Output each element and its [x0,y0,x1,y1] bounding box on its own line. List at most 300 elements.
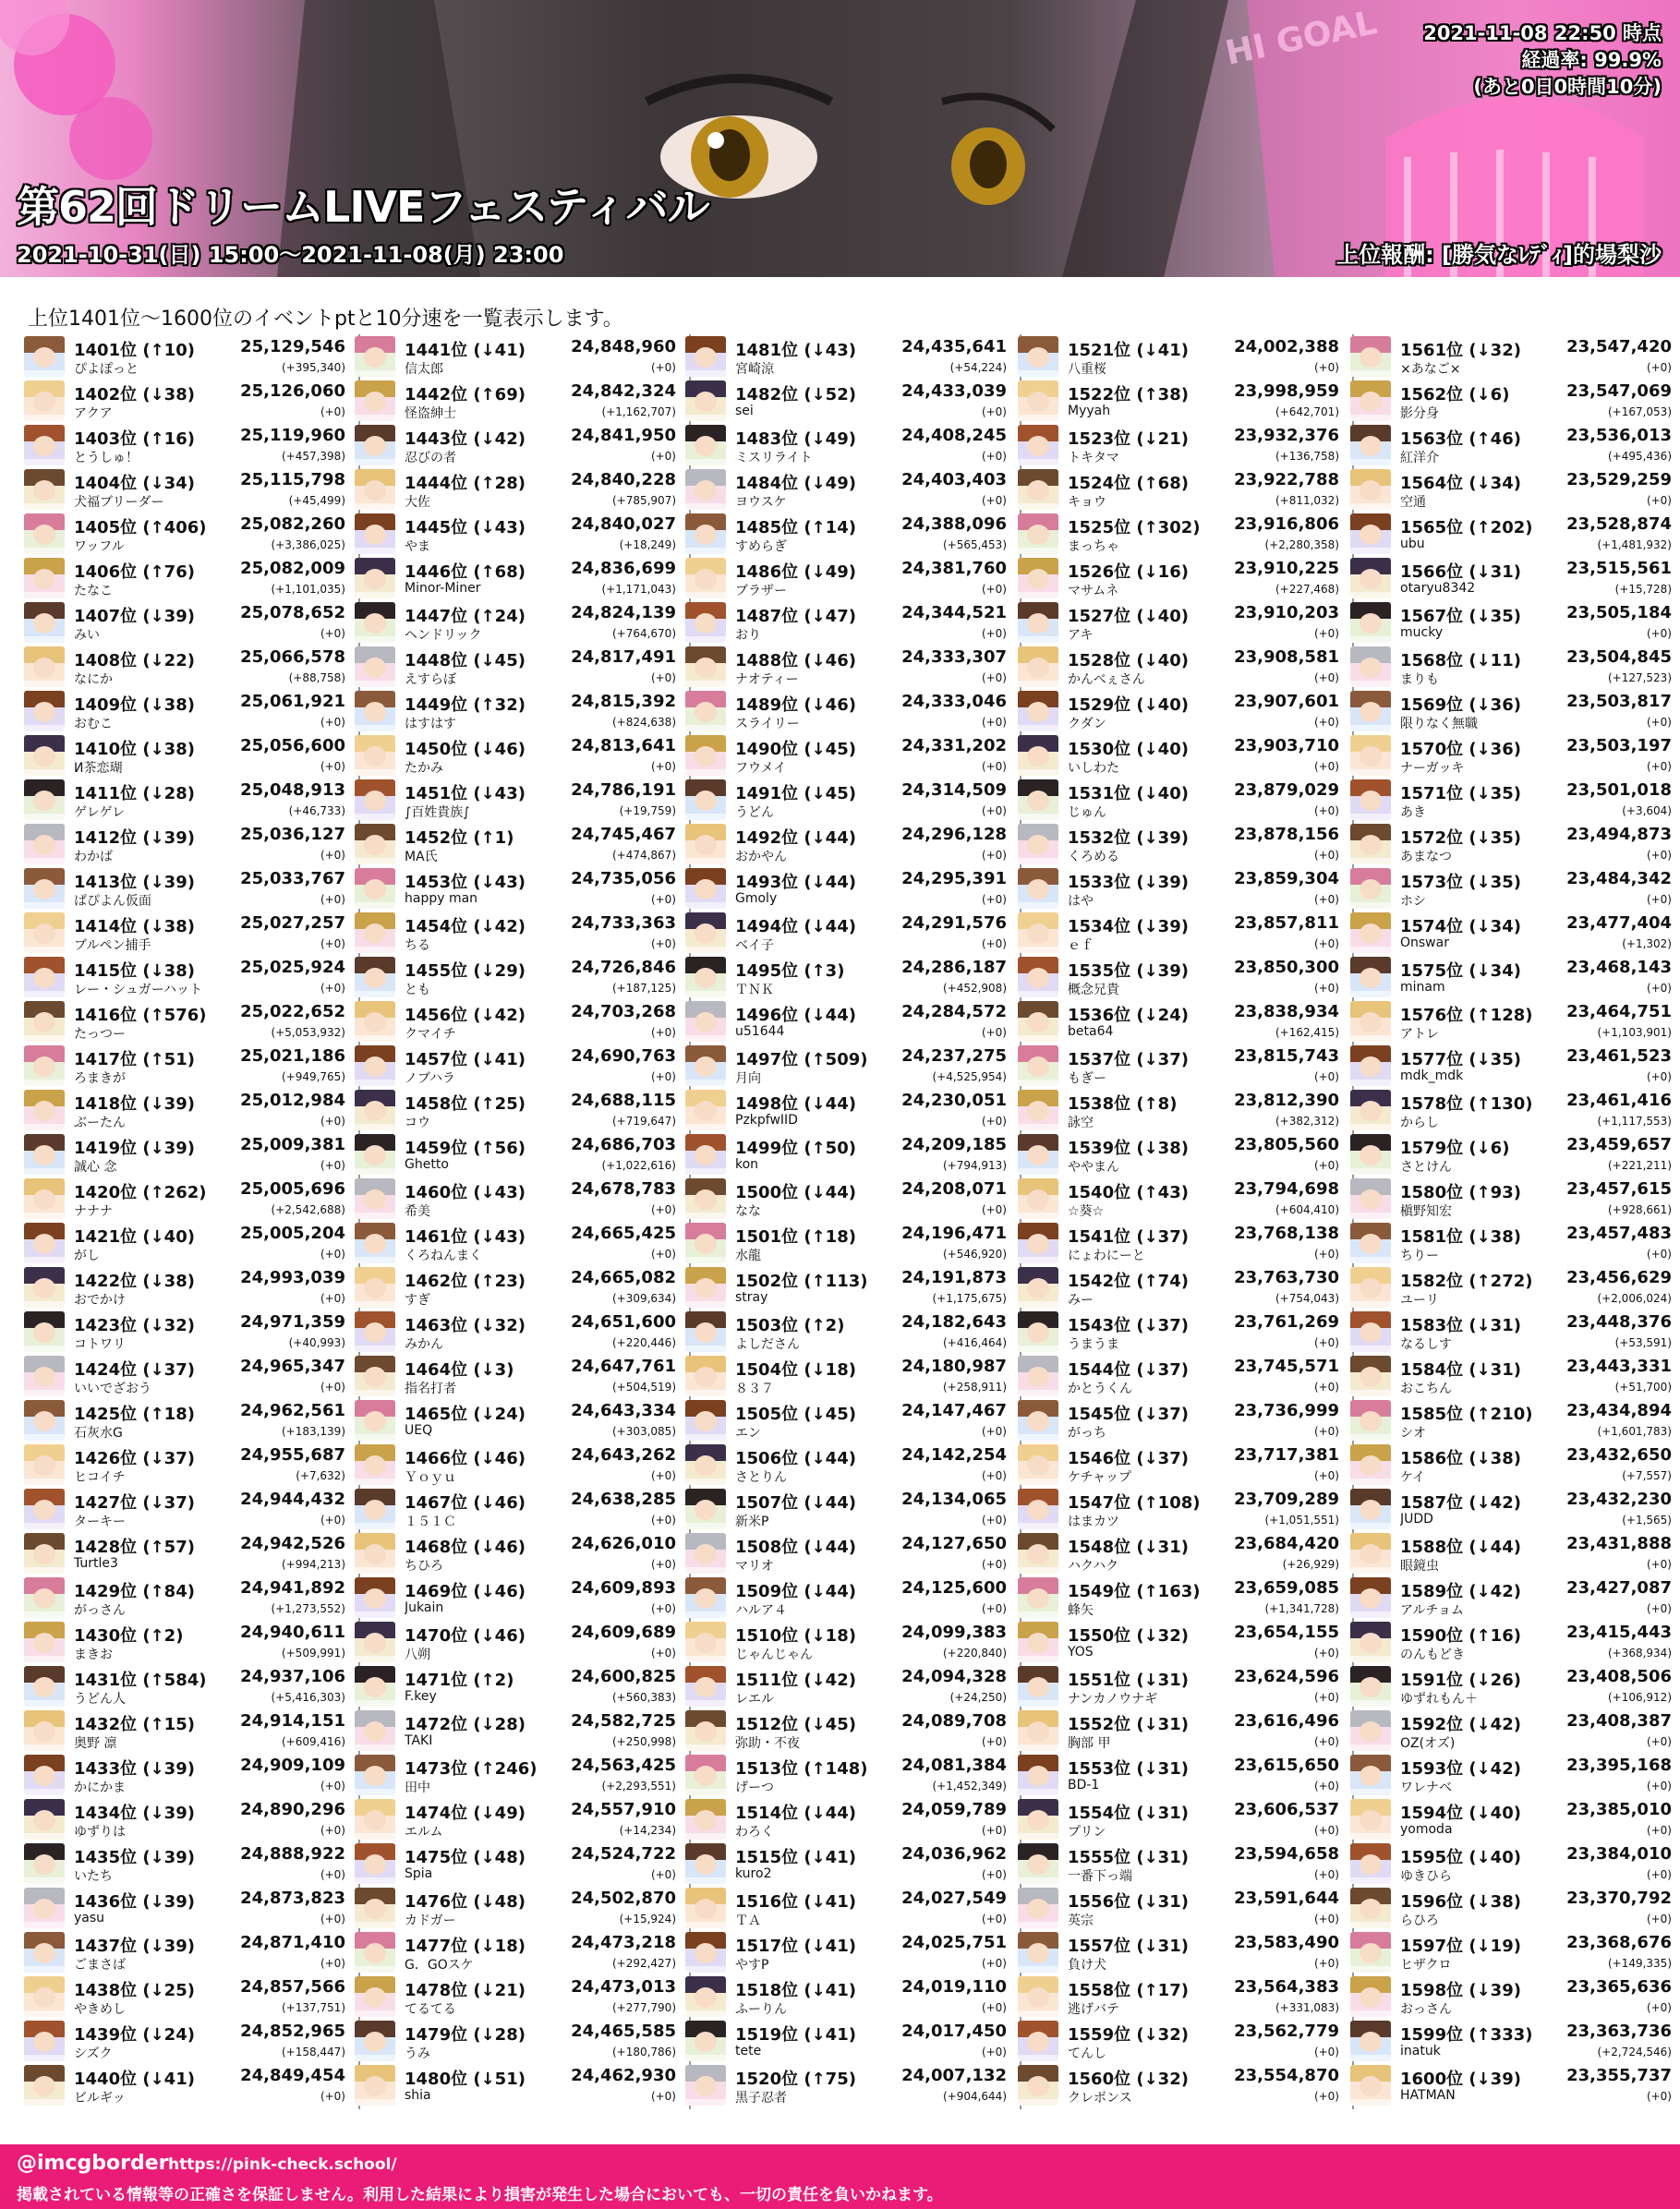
idol-avatar [1350,912,1391,953]
idol-avatar [685,1311,726,1352]
ten-minute-speed: (+0) [650,760,676,773]
producer-name: 希美 [405,1204,430,1219]
ten-minute-speed: (+0) [1313,1735,1339,1748]
ten-minute-speed: (+1,022,616) [601,1159,676,1172]
ten-minute-speed: (+2,293,551) [601,1780,676,1793]
rank-change: 1441位 (↓41) [405,341,526,360]
ten-minute-speed: (+220,446) [611,1336,676,1349]
ten-minute-speed: (+303,085) [611,1425,676,1438]
idol-avatar [1350,735,1391,776]
rank-change: 1414位 (↓38) [74,917,195,936]
ten-minute-speed: (+0) [1313,893,1339,906]
event-points: 23,932,376 [1234,426,1339,445]
idol-avatar [355,646,395,687]
idol-avatar [355,1356,395,1396]
producer-name: おり [735,628,761,643]
idol-avatar [1350,957,1391,997]
producer-name: ビルギッ [74,2091,126,2106]
idol-avatar [24,691,65,731]
ranking-row [683,379,1009,423]
site-link[interactable]: https://pink-check.school/ [168,2155,397,2174]
producer-name: ×あなご× [1400,362,1461,377]
event-points: 24,388,096 [901,514,1007,534]
event-points: 24,036,962 [901,1844,1007,1864]
ranking-row [1016,1575,1341,1620]
rank-change: 1574位 (↓34) [1400,917,1521,936]
ten-minute-speed: (+331,083) [1275,2001,1339,2014]
ten-minute-speed: (+7,632) [296,1469,345,1482]
ten-minute-speed: (+0) [1313,982,1339,995]
event-points: 23,616,496 [1234,1711,1339,1731]
ten-minute-speed: (+7,557) [1622,1469,1672,1482]
event-points: 25,082,009 [240,559,345,578]
ten-minute-speed: (+0) [1646,1248,1672,1261]
ten-minute-speed: (+560,383) [611,1691,676,1704]
rank-change: 1569位 (↓36) [1400,695,1521,715]
ranking-row [1348,1575,1674,1620]
ten-minute-speed: (+0) [1313,1913,1339,1925]
rank-change: 1406位 (↑76) [74,562,195,582]
producer-name: ろまきが [74,1071,126,1086]
event-points: 24,333,046 [901,692,1007,711]
ranking-row [1016,1044,1341,1088]
idol-avatar [355,336,395,377]
idol-avatar [1350,1090,1391,1130]
ranking-row [1016,1886,1341,1930]
ten-minute-speed: (+0) [650,1514,676,1527]
event-points: 24,971,359 [240,1312,345,1332]
ranking-row [22,1531,347,1575]
ten-minute-speed: (+0) [1313,1469,1339,1482]
idol-avatar [355,779,395,820]
ten-minute-speed: (+0) [1313,716,1339,729]
ten-minute-speed: (+3,386,025) [271,538,345,551]
idol-avatar [1350,1976,1391,2017]
twitter-handle[interactable]: @imcgborder [17,2152,169,2175]
producer-name: もぎー [1068,1071,1106,1086]
rank-change: 1531位 (↓40) [1068,784,1189,803]
ten-minute-speed: (+137,751) [281,2001,345,2014]
rank-change: 1543位 (↓37) [1068,1316,1189,1335]
ten-minute-speed: (+0) [981,1868,1007,1881]
producer-name: 奥野 凛 [74,1736,117,1751]
idol-avatar [1350,1622,1391,1662]
ten-minute-speed: (+0) [320,937,345,950]
time-remaining: (あと0日0時間10分) [1473,76,1662,98]
idol-avatar [1018,1799,1058,1840]
ranking-row [1016,955,1341,999]
event-points: 24,147,467 [901,1401,1007,1420]
rank-change: 1552位 (↓31) [1068,1715,1189,1734]
ranking-row [1348,1177,1674,1221]
ten-minute-speed: (+0) [1313,1780,1339,1793]
idol-avatar [685,1799,726,1840]
producer-name: ヨウスケ [735,495,787,510]
idol-avatar [355,1755,395,1795]
idol-avatar [24,1710,65,1751]
ranking-row [683,1088,1009,1132]
ranking-row [1016,1974,1341,2019]
rank-change: 1497位 (↑509) [735,1050,868,1069]
producer-name: 新米P [735,1515,769,1529]
event-points: 24,333,307 [901,647,1007,667]
rank-change: 1424位 (↓37) [74,1360,195,1380]
ranking-row [683,645,1009,689]
event-points: 24,940,611 [240,1623,345,1642]
producer-name: 眼鏡虫 [1400,1559,1439,1574]
ranking-row [683,423,1009,467]
ten-minute-speed: (+0) [981,760,1007,773]
event-points: 23,709,289 [1234,1490,1339,1509]
idol-avatar [355,602,395,643]
rank-change: 1445位 (↓43) [405,518,526,537]
event-points: 24,237,275 [901,1046,1007,1066]
idol-avatar [24,513,65,554]
ranking-row [1348,999,1674,1044]
event-points: 23,457,615 [1566,1179,1672,1199]
rank-change: 1519位 (↓41) [735,2025,856,2045]
producer-name: おっさん [1400,2002,1452,2017]
idol-avatar [355,957,395,997]
rank-change: 1495位 (↑3) [735,961,845,981]
ranking-row [353,1177,678,1221]
producer-name: まきお [74,1648,113,1662]
producer-name: 大佐 [405,495,430,510]
ranking-row [683,955,1009,999]
producer-name: ぱぴよん仮面 [74,894,151,909]
idol-avatar [1018,2065,1058,2106]
event-points: 24,099,383 [901,1623,1007,1642]
producer-name: うまうま [1068,1337,1119,1352]
ten-minute-speed: (+2,724,546) [1597,2046,1672,2058]
ten-minute-speed: (+4,525,954) [932,1070,1007,1083]
rank-change: 1492位 (↓44) [735,828,856,848]
event-points: 23,461,523 [1566,1046,1672,1066]
ten-minute-speed: (+0) [320,1248,345,1261]
rank-change: 1589位 (↓42) [1400,1582,1521,1601]
ranking-row [1016,334,1341,379]
idol-avatar [24,380,65,421]
ten-minute-speed: (+794,913) [942,1159,1007,1172]
event-points: 24,909,109 [240,1756,345,1775]
ten-minute-speed: (+719,647) [611,1115,676,1128]
event-points: 25,025,924 [240,958,345,977]
event-points: 24,182,643 [901,1312,1007,1332]
event-status [1423,20,1662,101]
ranking-row [1348,1797,1674,1841]
ranking-row [353,1265,678,1310]
idol-avatar [1018,1356,1058,1396]
ranking-row [1348,1044,1674,1088]
producer-name: 胸部 甲 [1068,1736,1111,1751]
producer-name: PzkpfwIID [735,1113,798,1128]
rank-change: 1541位 (↓37) [1068,1227,1189,1247]
event-points: 24,473,218 [571,1933,676,1952]
idol-avatar [355,2021,395,2061]
rank-change: 1467位 (↓46) [405,1493,526,1513]
event-points: 23,384,010 [1566,1844,1672,1864]
ten-minute-speed: (+0) [981,1469,1007,1482]
idol-avatar [24,336,65,377]
rank-change: 1489位 (↓46) [735,695,856,715]
rank-change: 1580位 (↑93) [1400,1183,1521,1202]
idol-avatar [1350,513,1391,554]
producer-name: BD-1 [1068,1778,1100,1793]
idol-avatar [685,2021,726,2061]
event-points: 24,871,410 [240,1933,345,1952]
ten-minute-speed: (+40,993) [288,1336,345,1349]
event-points: 23,536,013 [1566,426,1672,445]
rank-change: 1577位 (↓35) [1400,1050,1521,1069]
rank-change: 1588位 (↓44) [1400,1538,1521,1557]
producer-name: あき [1400,805,1426,820]
producer-name: 一番下っ端 [1068,1869,1132,1884]
ten-minute-speed: (+15,728) [1614,583,1672,596]
rank-change: 1576位 (↑128) [1400,1006,1533,1025]
ranking-column-2 [353,334,678,2107]
producer-name: kon [735,1157,759,1172]
producer-name: YOS [1068,1645,1094,1660]
ranking-row [353,2019,678,2063]
ranking-row [1348,1664,1674,1708]
ranking-row [1016,467,1341,512]
rank-change: 1557位 (↓31) [1068,1937,1189,1956]
producer-name: ミスリライト [735,451,813,465]
producer-name: はや [1068,894,1094,909]
rank-change: 1465位 (↓24) [405,1405,526,1424]
ranking-row [353,1974,678,2019]
ten-minute-speed: (+1,175,675) [932,1292,1007,1305]
ten-minute-speed: (+0) [1313,1248,1339,1261]
event-points: 24,735,056 [571,869,676,888]
rank-change: 1546位 (↓37) [1068,1449,1189,1468]
ten-minute-speed: (+0) [1313,937,1339,950]
rank-change: 1528位 (↓40) [1068,651,1189,670]
producer-name: MA氏 [405,850,438,864]
rank-change: 1565位 (↑202) [1400,518,1533,537]
rank-change: 1402位 (↓38) [74,385,195,404]
ten-minute-speed: (+382,312) [1275,1115,1339,1128]
idol-avatar [685,1843,726,1884]
event-points: 23,415,443 [1566,1623,1672,1642]
event-points: 23,457,483 [1566,1224,1672,1243]
producer-name: なるしす [1400,1337,1452,1352]
ten-minute-speed: (+180,786) [611,2046,676,2058]
event-points: 24,942,526 [240,1534,345,1553]
rank-change: 1430位 (↑2) [74,1626,184,1646]
producer-name: コウ [405,1116,430,1130]
idol-avatar [1018,1710,1058,1751]
ten-minute-speed: (+0) [981,2046,1007,2058]
ten-minute-speed: (+1,273,552) [271,1602,345,1615]
idol-avatar [355,425,395,465]
producer-name: のんもどき [1400,1648,1465,1662]
idol-avatar [1018,957,1058,997]
rank-change: 1446位 (↑68) [405,562,526,582]
ranking-row [1016,866,1341,911]
rank-change: 1533位 (↓39) [1068,873,1189,892]
event-points: 23,432,230 [1566,1490,1672,1509]
event-points: 24,462,930 [571,2066,676,2085]
ten-minute-speed: (+0) [1646,1868,1672,1881]
producer-name: からし [1400,1116,1439,1130]
ranking-row [1016,556,1341,600]
ranking-row [353,2063,678,2107]
ten-minute-speed: (+45,499) [288,494,345,507]
ten-minute-speed: (+0) [1313,1691,1339,1704]
ranking-row [1348,645,1674,689]
rank-change: 1563位 (↑46) [1400,429,1521,449]
rank-change: 1433位 (↓39) [74,1759,195,1779]
ranking-row [1348,822,1674,866]
event-points: 24,230,051 [901,1091,1007,1110]
rank-change: 1468位 (↓46) [405,1538,526,1557]
ranking-row [22,1177,347,1221]
rank-change: 1475位 (↓48) [405,1848,526,1867]
event-points: 23,459,657 [1566,1135,1672,1154]
producer-name: 怪盗紳士 [405,406,456,421]
rank-change: 1597位 (↓19) [1400,1937,1521,1956]
ranking-row [1348,467,1674,512]
idol-avatar [355,1843,395,1884]
ranking-row [1016,1132,1341,1177]
rank-change: 1432位 (↑15) [74,1715,195,1734]
producer-name: レエル [735,1692,774,1707]
event-points: 24,849,454 [240,2066,345,2085]
rank-change: 1502位 (↑113) [735,1272,868,1291]
idol-avatar [1018,1622,1058,1662]
rank-change: 1523位 (↓21) [1068,429,1189,449]
idol-avatar [355,1400,395,1441]
ranking-column-5 [1348,334,1674,2107]
event-points: 23,448,376 [1566,1312,1672,1332]
ranking-row [22,1930,347,1974]
ranking-row [683,1265,1009,1310]
producer-name: いしわた [1068,761,1119,776]
idol-avatar [355,558,395,598]
idol-avatar [24,1045,65,1086]
idol-avatar [24,1799,65,1840]
idol-avatar [1350,1045,1391,1086]
ten-minute-speed: (+504,519) [611,1381,676,1394]
rank-change: 1529位 (↓40) [1068,695,1189,715]
ranking-row [683,1797,1009,1841]
ranking-row [1016,1265,1341,1310]
producer-name: じゃんじゃん [735,1648,813,1662]
ten-minute-speed: (+0) [981,2001,1007,2014]
ten-minute-speed: (+0) [981,627,1007,640]
event-reward: 上位報酬: [勝気なﾚﾃﾞｨ]的場梨沙 [1336,242,1662,268]
event-points: 23,484,342 [1566,869,1672,888]
ranking-row [683,778,1009,822]
producer-name: ゆずりは [74,1825,126,1840]
ranking-row [353,1398,678,1442]
producer-name: えすらぼ [405,672,456,687]
rank-change: 1534位 (↓39) [1068,917,1189,936]
event-points: 24,563,425 [571,1756,676,1775]
producer-name: スライリー [735,717,800,731]
producer-name: ナオティー [735,672,799,687]
rank-change: 1494位 (↓44) [735,917,856,936]
event-points: 24,888,922 [240,1844,345,1864]
ranking-row [1348,866,1674,911]
event-points: 23,503,817 [1566,692,1672,711]
rank-change: 1535位 (↓39) [1068,961,1189,981]
ten-minute-speed: (+0) [981,1824,1007,1837]
producer-name: てんし [1068,2046,1106,2061]
producer-name: らひろ [1400,1913,1439,1928]
idol-avatar [685,336,726,377]
ranking-row [683,512,1009,556]
event-points: 24,209,185 [901,1135,1007,1154]
event-points: 25,061,921 [240,692,345,711]
rank-change: 1512位 (↓45) [735,1715,856,1734]
producer-name: 蜂矢 [1068,1603,1094,1618]
ranking-row [353,1841,678,1886]
idol-avatar [1018,912,1058,953]
idol-avatar [355,735,395,776]
ranking-row [1016,1487,1341,1531]
ranking-row [353,1044,678,1088]
rank-change: 1592位 (↓42) [1400,1715,1521,1734]
event-points: 24,815,392 [571,692,676,711]
idol-avatar [1018,1444,1058,1485]
rank-change: 1503位 (↑2) [735,1316,845,1335]
ranking-row [353,1886,678,1930]
event-points: 23,355,737 [1566,2066,1672,2085]
rank-change: 1549位 (↑163) [1068,1582,1201,1601]
idol-avatar [685,380,726,421]
idol-avatar [24,469,65,510]
event-points: 23,654,155 [1234,1623,1339,1642]
producer-name: たっつー [74,1027,126,1042]
ten-minute-speed: (+0) [320,1514,345,1527]
event-points: 24,344,521 [901,603,1007,622]
ranking-row [353,1664,678,1708]
idol-avatar [355,1223,395,1263]
ten-minute-speed: (+0) [981,849,1007,862]
event-points: 23,717,381 [1234,1445,1339,1465]
event-points: 23,370,792 [1566,1889,1672,1908]
ranking-row [1348,1930,1674,1974]
idol-avatar [1350,336,1391,377]
rank-change: 1544位 (↓37) [1068,1360,1189,1380]
rank-change: 1466位 (↓46) [405,1449,526,1468]
rank-change: 1435位 (↓39) [74,1848,195,1867]
idol-avatar [1018,1267,1058,1308]
idol-avatar [1350,1001,1391,1042]
ranking-row [1348,1620,1674,1664]
event-points: 24,296,128 [901,825,1007,844]
producer-name: いいでざおう [74,1382,151,1396]
rank-change: 1558位 (↑17) [1068,1981,1189,2000]
idol-avatar [1350,824,1391,864]
producer-name: まっちゃ [1068,539,1119,554]
event-points: 24,703,268 [571,1002,676,1021]
rank-change: 1419位 (↓39) [74,1139,195,1158]
ranking-row [353,999,678,1044]
ranking-row [683,1930,1009,1974]
producer-name: コトワリ [74,1337,126,1352]
producer-name: tete [735,2044,762,2058]
event-points: 25,115,798 [240,470,345,489]
rank-change: 1585位 (↑210) [1400,1405,1533,1424]
idol-avatar [24,1134,65,1175]
rank-change: 1510位 (↓18) [735,1626,856,1646]
producer-name: ハルア４ [735,1603,787,1618]
producer-name: やきめし [74,2002,126,2017]
ranking-row [22,689,347,733]
